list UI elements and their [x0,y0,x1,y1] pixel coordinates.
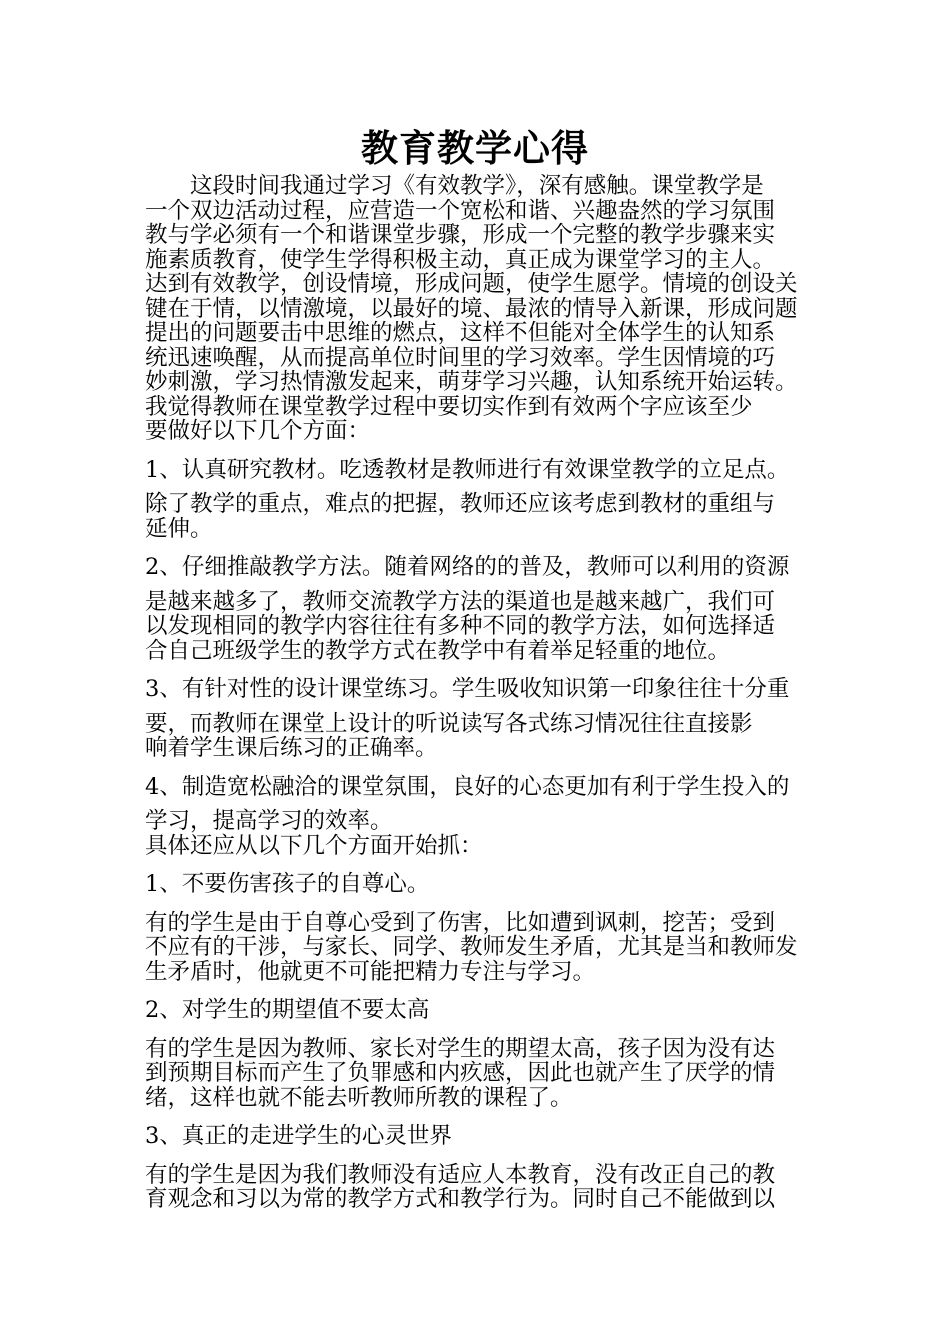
paragraph-sub-point-2-detail: 有的学生是因为教师、家长对学生的期望太高，孩子因为没有达 到预期目标而产生了负罪感和内疚感，因此也就产生了厌学的情 绪，这样也就不能去听教师所教的课程了。 [145,1035,776,1111]
paragraph-point-4-detail: 学习，提高学习的效率。 [145,808,393,834]
paragraph-sub-point-3: 3、真正的走进学生的心灵世界 [145,1123,452,1149]
paragraph-point-4: 4、制造宽松融洽的课堂氛围，良好的心态更加有利于学生投入的 [145,773,790,800]
paragraph-point-3: 3、有针对性的设计课堂练习。学生吸收知识第一印象往往十分重 [145,676,790,702]
document-title: 教育教学心得 [361,126,589,170]
paragraph-point-1: 1、认真研究教材。吃透教材是教师进行有效课堂教学的立足点。 [145,456,790,483]
paragraph-point-2-detail: 是越来越多了，教师交流教学方法的渠道也是越来越广，我们可 以发现相同的教学内容往往有多种不同的教学方法，如何选择适 合自己班级学生的教学方式在教学中有着举足轻重的地位。 [145,588,776,664]
paragraph-intro: 这段时间我通过学习《有效教学》，深有感触。课堂教学是 一个双边活动过程，应营造一个宽松和谐、兴趣盎然的学习氛围 教与学必须有一个和谐课堂步骤，形成一个完整的教学步骤来实 施素质教育，使学生学得积极主动，真正成为课堂学习的主人。 达到有效教学，创设情境，形成问题，使学生愿学。情境的创设关 键在于情，以情激境，以最好的境、最浓的情导入新课，形成问题 提出的问题要击中思维的燃点，这样不但能对全体学生的认知系 统迅速唤醒，从而提高单位时间里的学习效率。学生因情境的巧 妙刺激，学习热情激发起来，萌芽学习兴趣，认知系统开始运转。 我觉得教师在课堂教学过程中要切实作到有效两个字应该至少 要做好以下几个方面： [145,173,798,444]
paragraph-point-2: 2、仔细推敲教学方法。随着网络的的普及，教师可以利用的资源 [145,554,790,580]
paragraph-subheading: 具体还应从以下几个方面开始抓： [145,832,483,859]
document-body [145,174,809,1212]
paragraph-sub-point-2: 2、对学生的期望值不要太高 [145,997,430,1023]
paragraph-point-3-detail: 要，而教师在课堂上设计的听说读写各式练习情况往往直接影 响着学生课后练习的正确率。 [145,710,753,761]
paragraph-sub-point-3-detail: 有的学生是因为我们教师没有适应人本教育，没有改正自己的教 育观念和习以为常的教学方式和教学行为。同时自己不能做到以 [145,1161,776,1212]
paragraph-sub-point-1: 1、不要伤害孩子的自尊心。 [145,871,430,897]
paragraph-sub-point-1-detail: 有的学生是由于自尊心受到了伤害，比如遭到讽刺，挖苦；受到 不应有的干涉，与家长、同学、教师发生矛盾，尤其是当和教师发 生矛盾时，他就更不可能把精力专注与学习。 [145,909,798,985]
paragraph-point-1-detail: 除了教学的重点，难点的把握，教师还应该考虑到教材的重组与 延伸。 [145,491,776,542]
